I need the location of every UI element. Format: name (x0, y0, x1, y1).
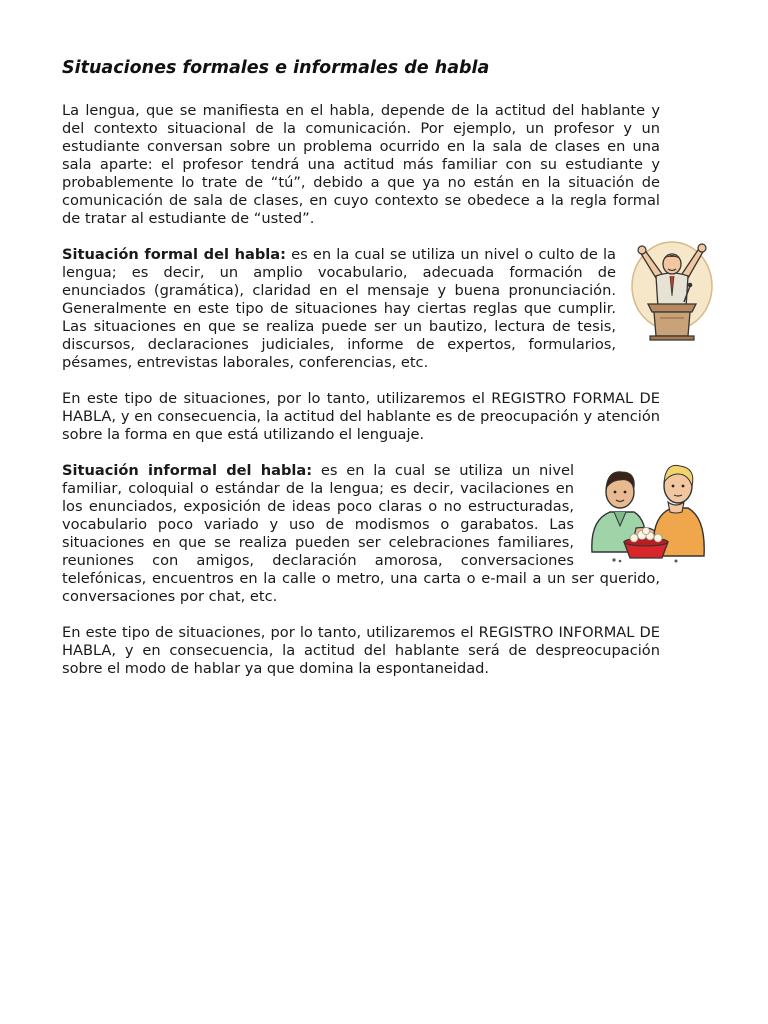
formal-text: es en la cual se utiliza un nivel o culto de la lengua; es decir, un amplio vocabulario, adecuada formación de enunciados (gramática), claridad en el mensaje y buena pronunciación. Generalmente en este tipo de situaciones hay ciertas reglas que cumplir. Las situaciones en que se realiza puede ser un bautizo, lectura de tesis, discursos, declaraciones judiciales, informe de expertos, formularios, pésames, entrevistas laborales, conferencias, etc. (62, 246, 616, 371)
informal-heading: Situación informal del habla: (62, 462, 313, 479)
informal-paragraph (62, 462, 660, 606)
speaker-at-podium-icon (626, 238, 718, 342)
document-page (62, 56, 660, 696)
friends-chatting-icon (584, 456, 708, 564)
formal-register-paragraph: En este tipo de situaciones, por lo tanto, utilizaremos el REGISTRO FORMAL DE HABLA, y en consecuencia, la actitud del hablante es de preocupación y atención sobre la forma en que está utilizando el lenguaje. (62, 390, 660, 443)
formal-paragraph (62, 246, 660, 372)
formal-heading: Situación formal del habla: (62, 246, 286, 263)
document-title: Situaciones formales e informales de habla (62, 58, 490, 78)
informal-register-paragraph: En este tipo de situaciones, por lo tanto, utilizaremos el REGISTRO INFORMAL DE HABLA, y en consecuencia, la actitud del hablante será de despreocupación sobre el modo de hablar ya que domina la espontaneidad. (62, 624, 660, 677)
informal-text: es en la cual se utiliza un nivel familiar, coloquial o estándar de la lengua; es decir, vacilaciones en los enunciados, exposición de ideas poco claras o no estructuradas, vocabulario poco variado y uso de modismos o garabatos. Las situaciones en que se realiza pueden ser celebraciones familiares, reuniones con amigos, declaración amorosa, conversaciones telefónicas, encuentros en la calle o metro, una carta o e-mail a un ser querido, conversaciones por chat, etc. (62, 462, 660, 605)
informal-section (62, 462, 660, 606)
intro-paragraph: La lengua, que se manifiesta en el habla, depende de la actitud del hablante y del contexto situacional de la comunicación. Por ejemplo, un profesor y un estudiante conversan sobre un problema ocurrido en la sala de clases en una sala aparte: el profesor tendrá una actitud más familiar con su estudiante y probablemente lo trate de “tú”, debido a que ya no están en la situación de comunicación de sala de clases, en cuyo contexto se obedece a la regla formal de tratar al estudiante de “usted”. (62, 102, 660, 227)
formal-section (62, 246, 660, 372)
